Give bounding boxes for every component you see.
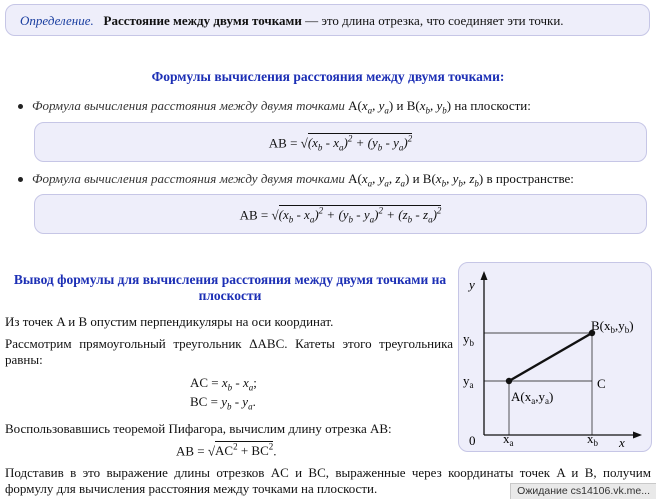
equation-bc-lhs: BC = xyxy=(190,394,218,409)
bullet-space-point-a: A( xyxy=(348,171,362,186)
bullet-space-suffix: ) в пространстве: xyxy=(478,171,574,186)
formula-plane: AB = $√(x_b - x_a)^2 + (y_b - y_a)^2$ xyxy=(268,134,413,153)
bullet-space: Формула вычисления расстояния между двумя точками $A(x_a$, $y_a$, $z_a$) и $B(x_b$, $y_b$, $z_b$) в пространстве: xyxy=(18,171,574,189)
x-axis-label: x xyxy=(619,435,625,450)
x-axis-arrow xyxy=(633,432,642,439)
yb-label: $y_b$ xyxy=(463,331,474,348)
equation-ab-lhs: AB = xyxy=(176,443,205,459)
equation-ac: AC = $x_b - x_a$; xyxy=(190,375,257,393)
formula-space-box xyxy=(34,194,647,234)
paragraph-perpendiculars: Из точек A и B опустим перпендикуляры на оси координат. xyxy=(5,314,334,329)
point-a-dot xyxy=(506,378,512,384)
xa-label: $x_a$ xyxy=(503,431,514,448)
formula-space: AB = $√(x_b - x_a)^2 + (y_b - y_a)^2 + (z_b - z_a)^2$ xyxy=(239,206,442,225)
equation-ab: AB = $√AC^2 + BC^2$. xyxy=(176,442,277,459)
bullet-plane-text: Формула вычисления расстояния между двумя точками xyxy=(32,98,345,113)
bullet-plane: Формула вычисления расстояния между двумя точками $A(x_a$, $y_a$) и $B(x_b$, $y_b$) на плоскости: xyxy=(18,98,531,116)
equation-bc: BC = $y_b - y_a$. xyxy=(190,394,256,412)
xb-label: $x_b$ xyxy=(587,431,598,448)
paragraph-triangle: Рассмотрим прямоугольный треугольник ΔABC. Катеты этого треугольника равны: xyxy=(5,336,453,367)
bullet-plane-suffix: ) на плоскости: xyxy=(446,98,531,113)
bullet-plane-and: ) и B( xyxy=(388,98,420,113)
bullet-space-text: Формула вычисления расстояния между двумя точками xyxy=(32,171,345,186)
derivation-heading: Вывод формулы для вычисления расстояния между двумя точками на плоскости xyxy=(13,272,447,303)
formula-plane-box xyxy=(34,122,647,162)
bullet-plane-point-a: A( xyxy=(348,98,362,113)
bullet-dot xyxy=(18,104,23,109)
point-c-label: C xyxy=(597,376,606,391)
y-axis-label: y xyxy=(469,277,475,292)
point-b-label: $B(x_b,y_b)$ xyxy=(591,318,634,335)
definition-term: Определение. xyxy=(20,13,94,28)
graph-svg xyxy=(459,263,653,453)
formulas-heading: Формулы вычисления расстояния между двумя точками: xyxy=(151,69,505,84)
bullet-dot xyxy=(18,177,23,182)
ya-label: $y_a$ xyxy=(463,373,474,390)
y-axis-arrow xyxy=(481,271,488,280)
origin-label: 0 xyxy=(469,433,476,448)
paragraph-pythagoras: Воспользовавшись теоремой Пифагора, вычислим длину отрезка AB: xyxy=(5,421,392,436)
formula-space-lhs: AB = xyxy=(239,207,269,223)
formula-plane-lhs: AB = xyxy=(268,135,298,151)
browser-status-bar: Ожидание cs14106.vk.me... xyxy=(510,483,656,499)
segment-ab xyxy=(509,333,592,381)
coordinate-graph xyxy=(458,262,652,452)
definition-text: — это длина отрезка, что соединяет эти точки. xyxy=(301,13,564,28)
definition-box xyxy=(5,4,650,36)
definition-title: Расстояние между двумя точками xyxy=(103,13,302,28)
equation-ac-lhs: AC = xyxy=(190,375,219,390)
bullet-space-and: ) и B( xyxy=(404,171,436,186)
paragraph-conclusion: Подставив в это выражение длины отрезков AC и BC, выраженные через координаты точек A и B, получим формулу для вычисления расстояния между точками на плоскости. xyxy=(5,465,651,496)
point-a-label: $A(x_a,y_a)$ xyxy=(511,389,554,406)
